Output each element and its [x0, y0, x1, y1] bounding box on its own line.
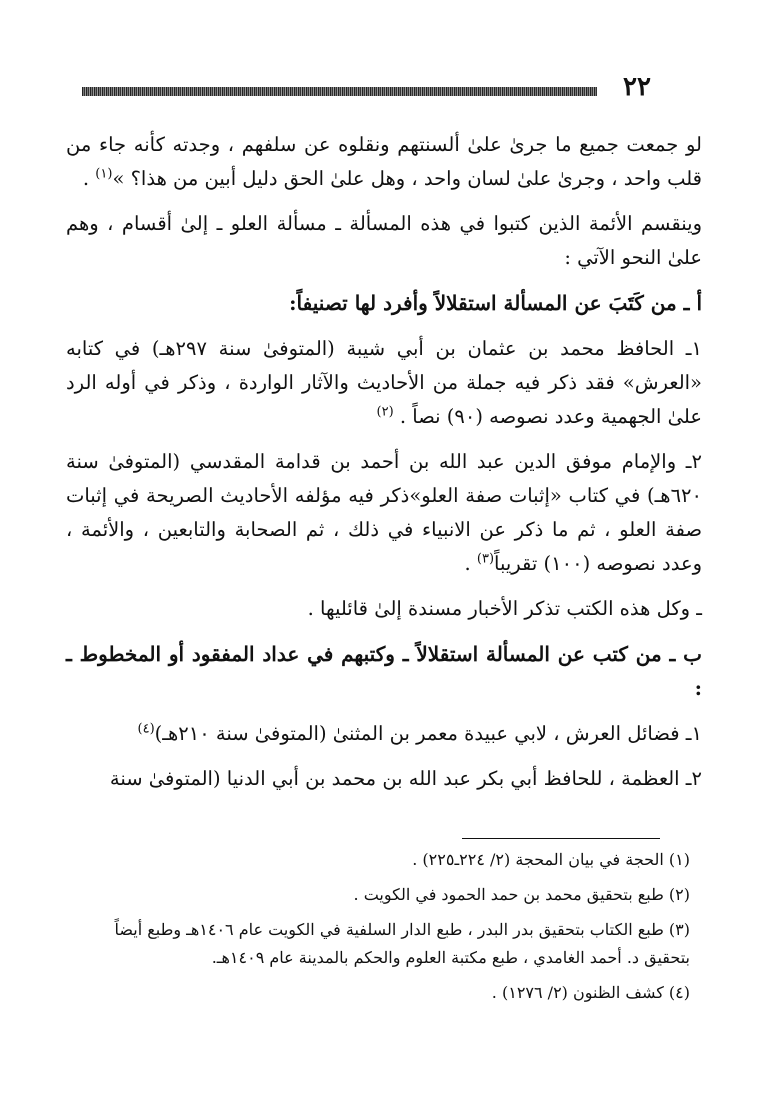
list-item-a1: [66, 332, 702, 434]
footnote-2: (٢) طبع بتحقيق محمد بن حمد الحمود في الكويت .: [353, 885, 690, 904]
section-heading-b: ب ـ من كتب عن المسألة استقلالاً ـ وكتبهم في عداد المفقود أو المخطوط ـ :: [66, 642, 702, 700]
footnote-ref-2: (٢): [376, 404, 394, 420]
paragraph-quote: [66, 128, 702, 196]
list-item-b1-text: ١ـ فضائل العرش ، لابي عبيدة معمر بن المثنىٰ (المتوفىٰ سنة ٢١٠هـ): [154, 722, 702, 745]
list-item-a2-text: ٢ـ والإمام موفق الدين عبد الله بن أحمد بن قدامة المقدسي (المتوفىٰ سنة ٦٢٠هـ) في كتاب «إثبات صفة العلو»ذكر فيه مؤلفه الأحاديث الصريحة في إثبات صفة العلو ، ثم ما ذكر عن الانبياء في ذلك ، ثم الصحابة والتابعين ، والأئمة ، وعدد نصوصه (١٠٠) تقريباً: [66, 450, 702, 575]
footnote-ref-3: (٣): [476, 551, 495, 567]
paragraph-quote-text: لو جمعت جميع ما جرىٰ علىٰ ألسنتهم ونقلوه عن سلفهم ، وجدته كأنه جاء من قلب واحد ، وجرىٰ علىٰ لسان واحد ، وهل علىٰ الحق دليل أبين من هذا؟ »: [66, 133, 702, 190]
paragraph-intro: وينقسم الأئمة الذين كتبوا في هذه المسألة ـ مسألة العلو ـ إلىٰ أقسام ، وهم علىٰ النحو الآتي :: [66, 212, 702, 269]
footnote-4: (٤) كشف الظنون (٢/ ١٢٧٦) .: [491, 983, 690, 1002]
paragraph-note: ـ وكل هذه الكتب تذكر الأخبار مسندة إلىٰ قائليها .: [307, 597, 702, 620]
header-rule: [82, 87, 597, 96]
footnote-ref-4: (٤): [137, 721, 155, 737]
list-item-b2: ٢ـ العظمة ، للحافظ أبي بكر عبد الله بن محمد بن أبي الدنيا (المتوفىٰ سنة: [109, 767, 702, 790]
main-text: [66, 128, 702, 807]
footnote-3: (٣) طبع الكتاب بتحقيق بدر البدر ، طبع الدار السلفية في الكويت عام ١٤٠٦هـ وطبع أيضاً بتحقيق د. أحمد الغامدي ، طبع مكتبة العلوم والحكم بالمدينة عام ١٤٠٩هـ.: [114, 920, 690, 967]
list-item-b1: [66, 717, 702, 751]
section-heading-a: أ ـ من كَتَبَ عن المسألة استقلالاً وأفرد لها تصنيفاً:: [289, 291, 702, 315]
paragraph-quote-end: .: [82, 167, 90, 190]
footnote-separator: [462, 838, 660, 839]
page-number: ٢٢: [623, 72, 651, 102]
footnote-1: (١) الحجة في بيان المحجة (٢/ ٢٢٤ـ٢٢٥) .: [412, 850, 690, 869]
list-item-a2-end: .: [464, 552, 471, 575]
list-item-a2: [66, 445, 702, 581]
footnote-ref-1: (١): [95, 166, 113, 182]
footnotes: [70, 846, 690, 1014]
list-item-a1-text: ١ـ الحافظ محمد بن عثمان بن أبي شيبة (المتوفىٰ سنة ٢٩٧هـ) في كتابه «العرش» فقد ذكر فيه جملة من الأحاديث والآثار الواردة ، وذكر في أوله الرد علىٰ الجهمية وعدد نصوصه (٩٠) نصاً .: [66, 337, 702, 428]
